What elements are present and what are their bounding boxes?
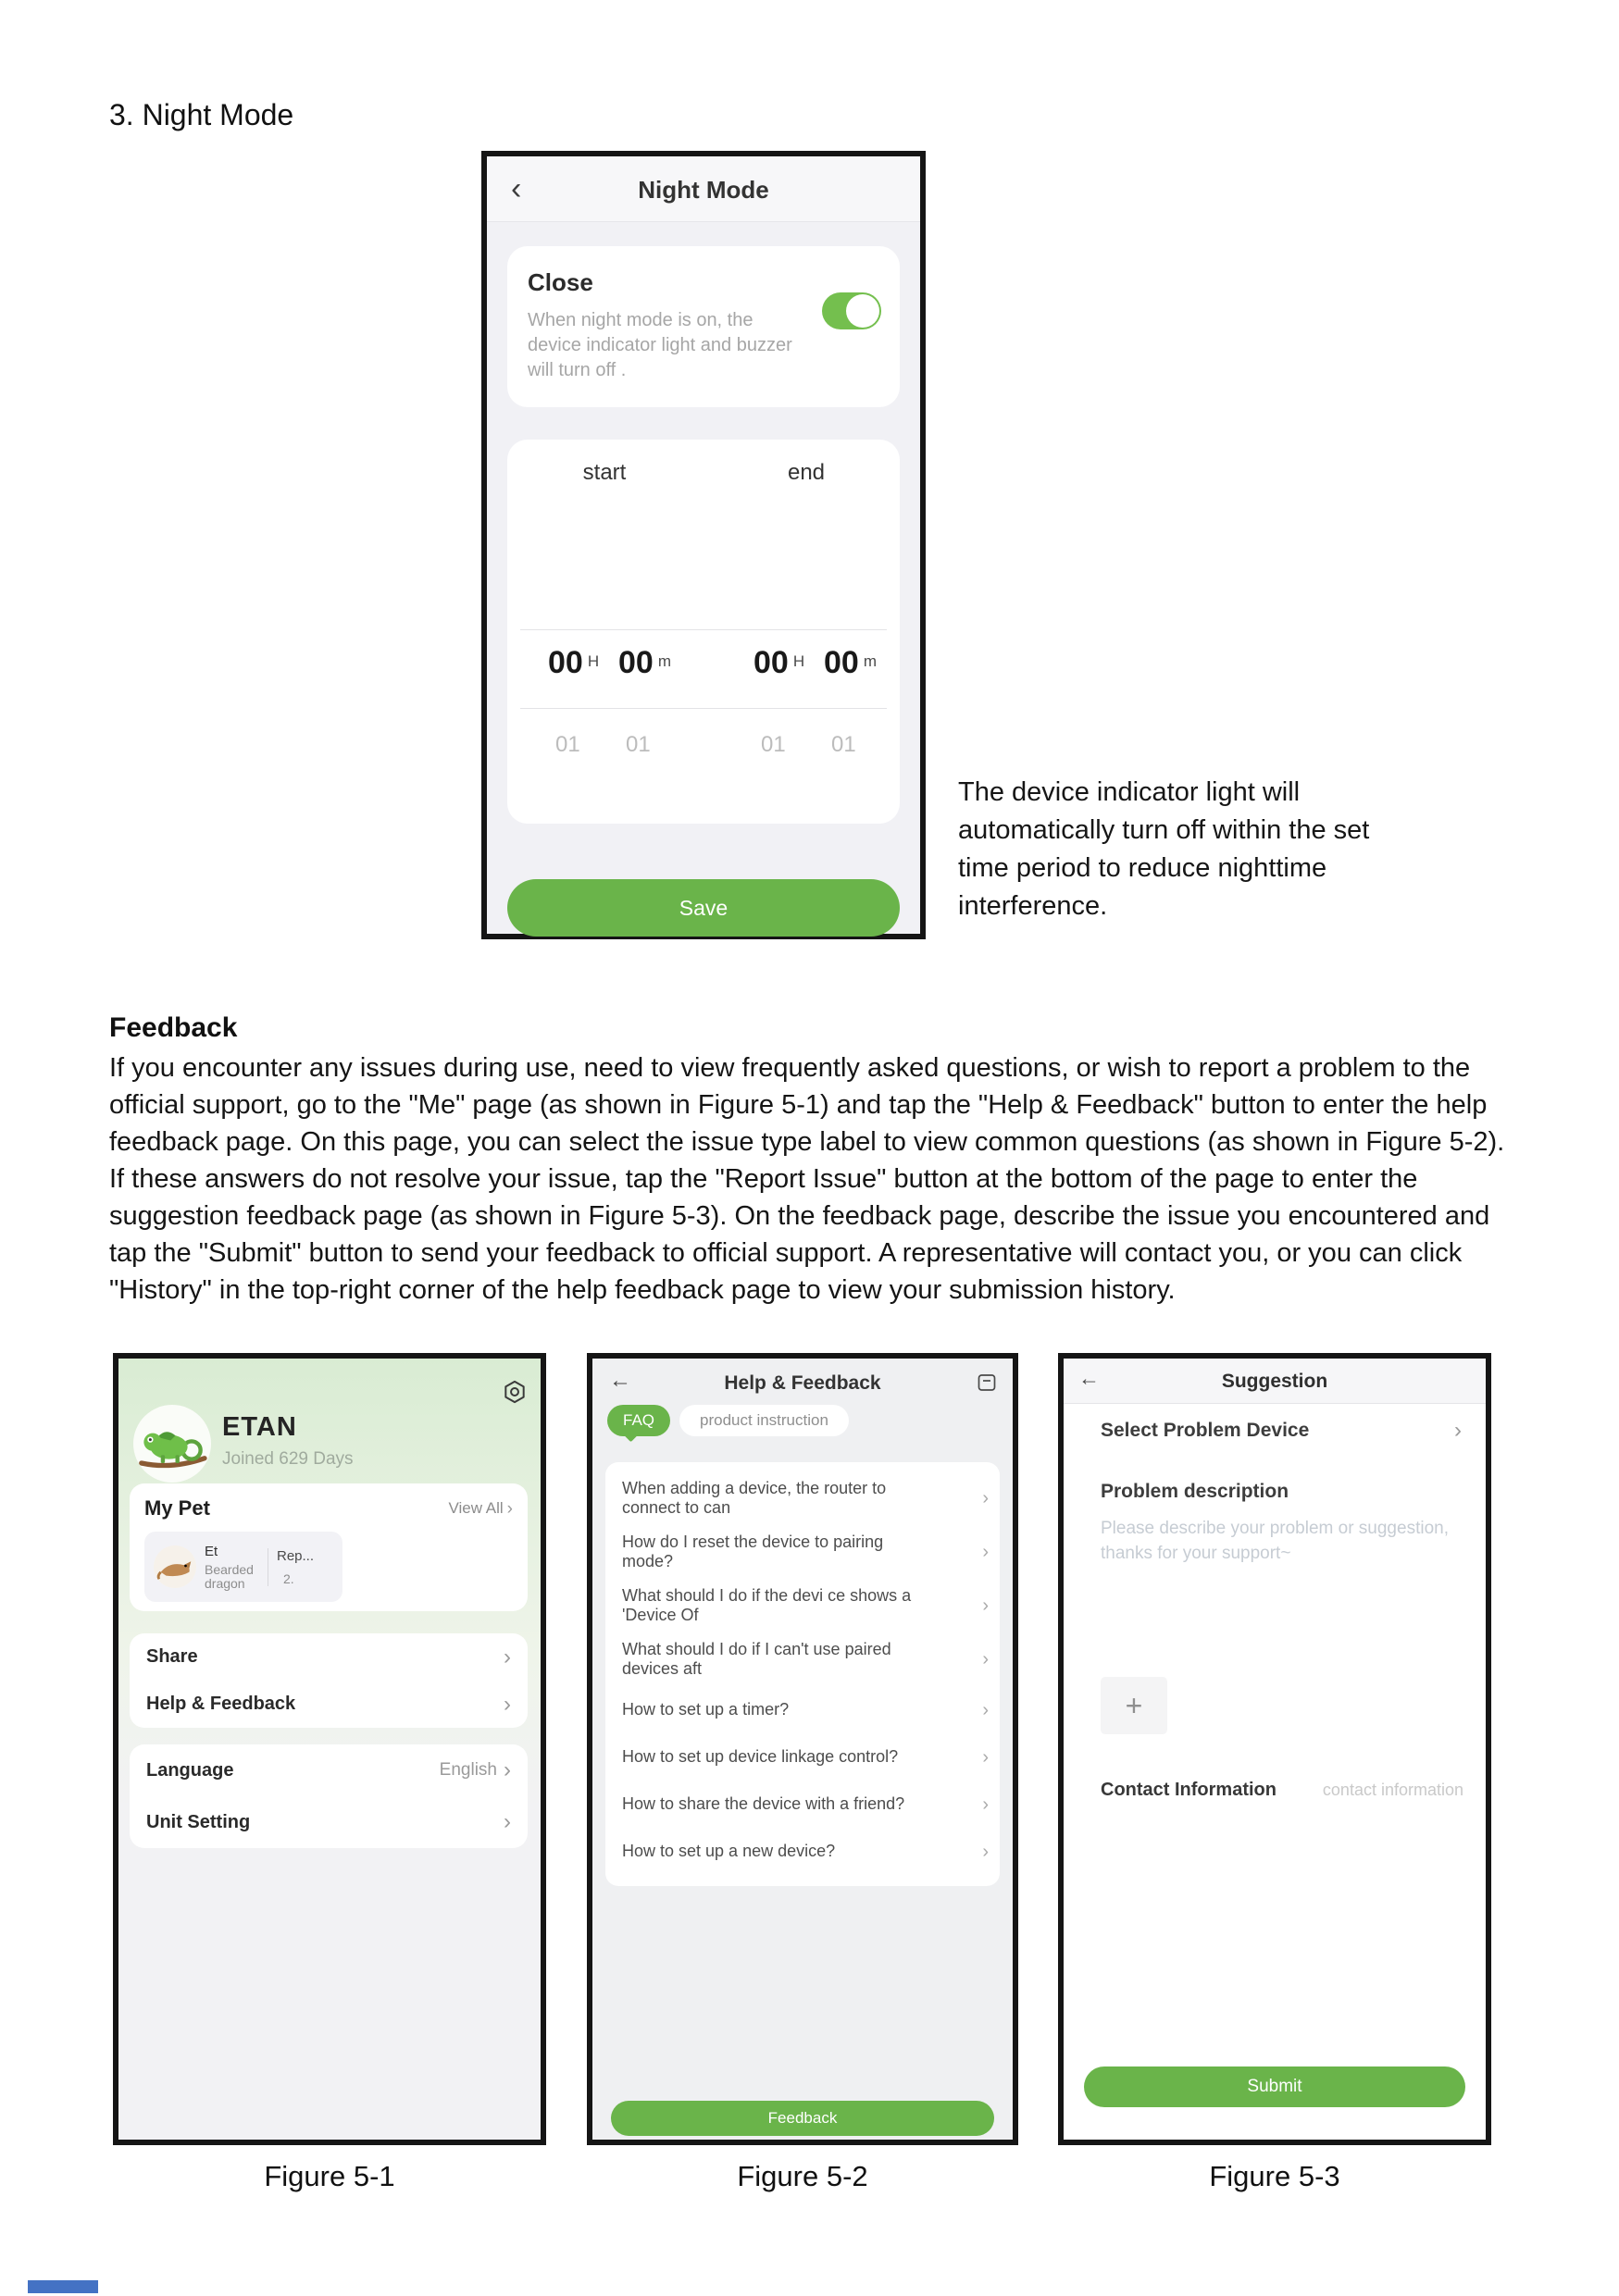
pet-breed: Bearded dragon (205, 1561, 254, 1591)
submit-button[interactable]: Submit (1084, 2066, 1465, 2107)
add-image-button[interactable]: + (1101, 1677, 1167, 1734)
help-tabs (607, 1405, 849, 1436)
history-icon[interactable] (976, 1371, 998, 1394)
select-problem-device-row[interactable]: Select Problem Device › (1101, 1418, 1462, 1443)
view-all-link[interactable]: View All › (448, 1498, 513, 1519)
night-mode-note: The device indicator light will automatically turn off within the set time period to reduce nighttime interference. (958, 777, 1370, 921)
me-menu-card-bottom (130, 1744, 528, 1848)
tab-faq[interactable]: FAQ (607, 1405, 670, 1436)
pet-tag: Rep... (277, 1547, 315, 1564)
contact-information-input[interactable]: contact information (1322, 1781, 1463, 1799)
chevron-right-icon: › (982, 1699, 989, 1720)
night-mode-title: Night Mode (638, 176, 769, 204)
feedback-button[interactable]: Feedback (611, 2101, 994, 2136)
chevron-right-icon: › (504, 1809, 511, 1834)
problem-description-input[interactable]: Please describe your problem or suggestion, thanks for your support~ (1101, 1519, 1449, 1563)
help-feedback-title: Help & Feedback (724, 1372, 881, 1394)
problem-description-label: Problem description (1101, 1481, 1289, 1502)
contact-information-row[interactable]: Contact Information contact information (1101, 1780, 1463, 1800)
chevron-right-icon: › (982, 1542, 989, 1562)
suggestion-title: Suggestion (1221, 1371, 1328, 1392)
chevron-right-icon: › (504, 1691, 511, 1717)
suggestion-header (1064, 1359, 1486, 1404)
profile-name: ETAN (222, 1412, 297, 1442)
menu-item-help-feedback[interactable]: Help & Feedback › (146, 1691, 511, 1717)
pet-photo-image (154, 1545, 196, 1588)
chevron-right-icon: › (504, 1757, 511, 1782)
chevron-right-icon: › (504, 1644, 511, 1669)
chevron-right-icon: › (982, 1793, 989, 1815)
figure-caption-2: Figure 5-2 (737, 2160, 868, 2192)
end-hour-picker[interactable]: 00 $^H$ (753, 645, 805, 680)
faq-item[interactable]: What should I do if the devi ce shows a 'Device Of › (622, 1586, 989, 1624)
chevron-right-icon: › (982, 1488, 989, 1508)
pet-name: Et (205, 1543, 218, 1559)
pet-count: 2. (283, 1570, 294, 1586)
end-hour-next: 01 (761, 732, 786, 757)
tab-product-instruction[interactable]: product instruction (679, 1405, 849, 1436)
start-minute-next: 01 (626, 732, 651, 757)
my-pet-card (130, 1483, 528, 1611)
faq-list-card (605, 1462, 1000, 1886)
settings-gear-icon[interactable] (502, 1379, 528, 1405)
faq-item[interactable]: What should I do if I can't use paired devices aft › (622, 1640, 989, 1678)
faq-item[interactable]: How do I reset the device to pairing mode? › (622, 1533, 989, 1570)
figure-caption-1: Figure 5-1 (264, 2160, 395, 2192)
picker-divider-bottom (520, 708, 887, 709)
help-feedback-header (592, 1359, 1013, 1407)
start-hour-next: 01 (555, 732, 580, 757)
close-label: Close (528, 268, 593, 296)
night-mode-toggle[interactable] (822, 292, 881, 329)
back-chevron-icon[interactable]: ‹ (511, 171, 522, 206)
end-label: end (787, 460, 826, 485)
start-minute-picker[interactable]: 00 $^m$ (618, 645, 671, 680)
chevron-right-icon: › (982, 1595, 989, 1616)
language-value: English (439, 1760, 497, 1780)
faq-item[interactable]: When adding a device, the router to connect to can › (622, 1479, 989, 1517)
profile-joined: Joined 629 Days (222, 1449, 354, 1469)
menu-item-share[interactable]: Share › (146, 1644, 511, 1669)
feedback-heading: Feedback (109, 1012, 238, 1043)
end-minute-picker[interactable]: 00 $^m$ (824, 645, 877, 680)
time-picker-card (507, 440, 900, 824)
help-feedback-screenshot (587, 1353, 1018, 2145)
pet-chip[interactable] (144, 1532, 342, 1602)
close-description: When night mode is on, the device indicator light and buzzer will turn off . (528, 310, 792, 380)
toggle-knob (846, 294, 879, 328)
chevron-right-icon: › (982, 1841, 989, 1862)
start-label: start (582, 460, 627, 485)
picker-divider-top (520, 629, 887, 630)
chevron-right-icon: › (506, 1498, 513, 1519)
suggestion-screenshot (1058, 1353, 1491, 2145)
feedback-paragraph: If you encounter any issues during use, need to view frequently asked questions, or wish to report a problem to the official support, go to the "Me" page (as shown in Figure 5-1) and tap the "Help & Feedback" button to enter the help feedback page. On this page, you can select the issue type label to view common questions (as shown in Figure 5-2). If these answers do not resolve your issue, tap the "Report Issue" button at the bottom of the page to enter the suggestion feedback page (as shown in Figure 5-3). On the feedback page, describe the issue you encountered and tap the "Submit" button to send your feedback to official support. A representative will contact you, or you can click "History" in the top-right corner of the help feedback page to view your submission history. (109, 1053, 1505, 1305)
faq-item[interactable]: How to set up a new device? › (622, 1841, 989, 1862)
end-minute-next: 01 (831, 732, 856, 757)
night-mode-header (487, 156, 920, 222)
chevron-right-icon: › (982, 1746, 989, 1768)
me-menu-card-top (130, 1633, 528, 1728)
figure-caption-3: Figure 5-3 (1209, 2160, 1340, 2192)
chevron-right-icon: › (982, 1649, 989, 1669)
chevron-right-icon: › (1454, 1418, 1462, 1443)
menu-item-language[interactable]: Language English › (146, 1757, 511, 1782)
night-mode-close-card (507, 246, 900, 407)
save-button[interactable]: Save (507, 879, 900, 937)
faq-item[interactable]: How to share the device with a friend? › (622, 1793, 989, 1815)
night-mode-screenshot (481, 151, 926, 939)
avatar-chameleon-image[interactable] (133, 1405, 211, 1483)
back-arrow-icon[interactable]: ← (609, 1368, 631, 1393)
footer-mark (28, 2280, 98, 2293)
me-page-screenshot (113, 1353, 546, 2145)
section-heading: 3. Night Mode (109, 98, 294, 131)
start-hour-picker[interactable]: 00 $^H$ (548, 645, 600, 680)
menu-item-unit-setting[interactable]: Unit Setting › (146, 1809, 511, 1834)
my-pet-title: My Pet (144, 1496, 210, 1520)
back-arrow-icon[interactable]: ← (1078, 1366, 1100, 1390)
faq-item[interactable]: How to set up a timer? › (622, 1699, 989, 1720)
faq-item[interactable]: How to set up device linkage control? › (622, 1746, 989, 1768)
